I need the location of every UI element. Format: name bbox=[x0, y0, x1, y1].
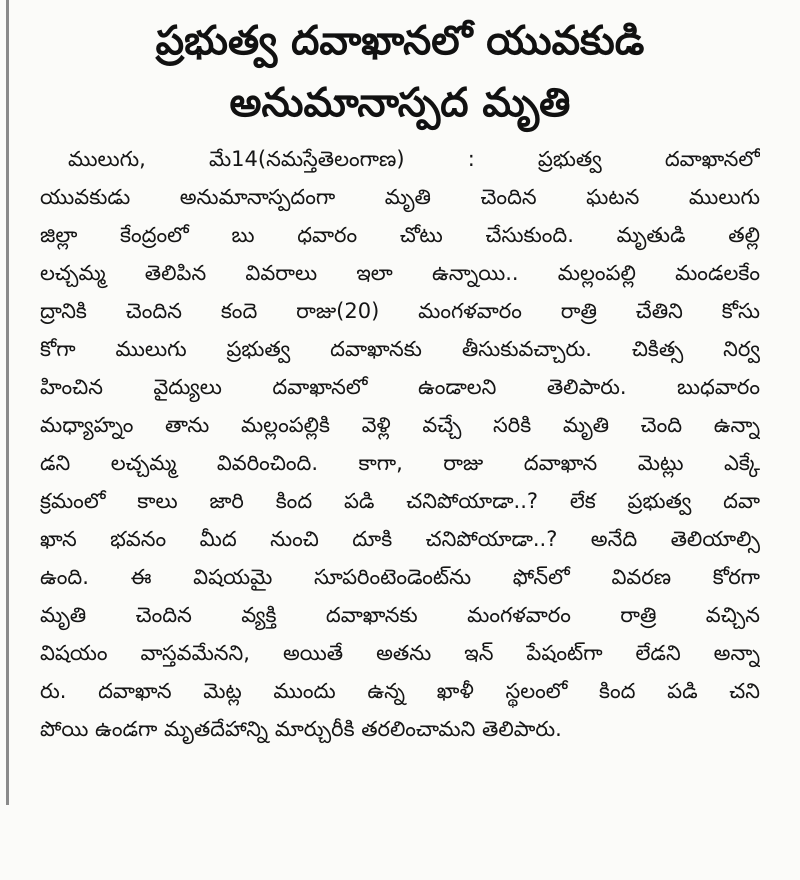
headline-line-2: అనుమానాస్పద మృతి bbox=[229, 80, 571, 126]
headline-line-1: ప్రభుత్వ దవాఖానలో యువకుడి bbox=[155, 18, 645, 64]
article-line: ములుగు, మే14(నమస్తేతెలంగాణ) : ప్రభుత్వ దవాఖానలో bbox=[68, 147, 760, 171]
article-line: ఉంది. ఈ విషయమై సూపరింటెండెంట్‌ను ఫోన్‌లో వివరణ కోరగా bbox=[40, 565, 760, 589]
article-line: విషయం వాస్తవమేనని, అయితే అతను ఇన్ పేషంట్‌గా లేడని అన్నా bbox=[40, 641, 760, 665]
headline bbox=[20, 10, 780, 134]
article-line: క్రమంలో కాలు జారి కింద పడి చనిపోయాడా..? లేక ప్రభుత్వ దవా bbox=[40, 489, 760, 513]
article-line: ఖాన భవనం మీద నుంచి దూకి చనిపోయాడా..? అనేది తెలియాల్సి bbox=[40, 527, 760, 551]
article-line: రు. దవాఖాన మెట్ల ముందు ఉన్న ఖాళీ స్థలంలో కింద పడి చని bbox=[40, 679, 760, 703]
article-line: డని లచ్చమ్మ వివరించింది. కాగా, రాజు దవాఖాన మెట్లు ఎక్కే bbox=[40, 451, 760, 475]
article-line: జిల్లా కేంద్రంలో బు ధవారం చోటు చేసుకుంది. మృతుడి తల్లి bbox=[40, 223, 760, 247]
article-body bbox=[40, 140, 760, 748]
cropped-previous-line bbox=[10, 0, 770, 8]
article-line: యువకుడు అనుమానాస్పదంగా మృతి చెందిన ఘటన ములుగు bbox=[40, 185, 760, 209]
column-divider bbox=[6, 0, 9, 805]
article-line: కోగా ములుగు ప్రభుత్వ దవాఖానకు తీసుకువచ్చారు. చికిత్స నిర్వ bbox=[40, 337, 760, 361]
article-line: లచ్చమ్మ తెలిపిన వివరాలు ఇలా ఉన్నాయి.. మల్లంపల్లి మండలకేం bbox=[40, 261, 760, 285]
article-line: మృతి చెందిన వ్యక్తి దవాఖానకు మంగళవారం రాత్రి వచ్చిన bbox=[40, 603, 760, 627]
article-line: పోయి ఉండగా మృతదేహాన్ని మార్చురీకి తరలించామని తెలిపారు. bbox=[40, 717, 562, 741]
article-line: ద్రానికి చెందిన కందె రాజు(20) మంగళవారం రాత్రి చేతిని కోసు bbox=[40, 299, 760, 323]
article-line: హించిన వైద్యులు దవాఖానలో ఉండాలని తెలిపారు. బుధవారం bbox=[40, 375, 760, 399]
article-line: మధ్యాహ్నం తాను మల్లంపల్లికి వెళ్లి వచ్చే సరికి మృతి చెంది ఉన్నా bbox=[40, 413, 760, 437]
